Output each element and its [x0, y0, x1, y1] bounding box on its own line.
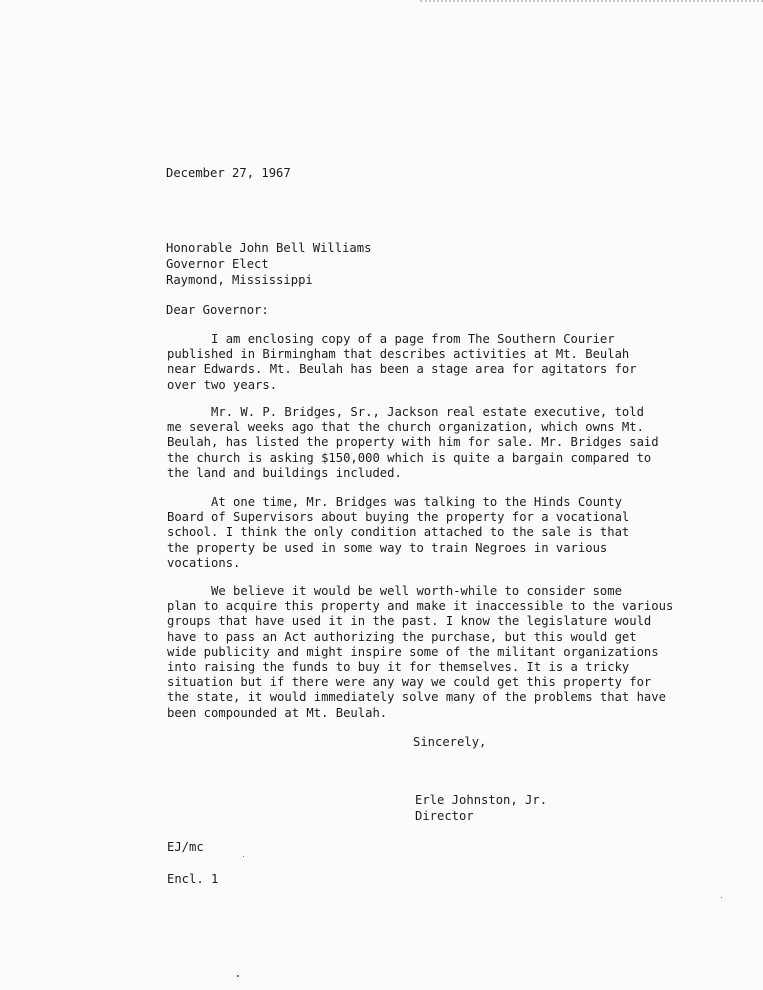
paragraph-line: wide publicity and might inspire some of the militant organizations	[167, 644, 659, 659]
scan-speck	[243, 856, 244, 857]
paragraph-2	[167, 405, 707, 481]
paragraph-line: I am enclosing copy of a page from The Southern Courier	[167, 332, 615, 346]
paragraph-line: school. I think the only condition attached to the sale is that	[167, 525, 630, 540]
scan-edge-mark	[420, 0, 763, 8]
paragraph-line: situation but if there were any way we could get this property for	[167, 675, 652, 690]
paragraph-line: published in Birmingham that describes activities at Mt. Beulah	[167, 347, 630, 362]
recipient-name: Honorable John Bell Williams	[166, 241, 372, 255]
salutation: Dear Governor:	[166, 303, 269, 317]
paragraph-line: At one time, Mr. Bridges was talking to the Hinds County	[167, 495, 622, 509]
paragraph-line: vocations.	[167, 555, 241, 570]
recipient-location: Raymond, Mississippi	[166, 273, 313, 287]
signer-name: Erle Johnston, Jr.	[415, 793, 548, 807]
paragraph-1	[167, 332, 707, 393]
reference-initials: EJ/mc	[167, 840, 204, 854]
paragraph-line: the property be used in some way to train Negroes in various	[167, 540, 608, 555]
recipient-address	[166, 241, 371, 289]
scan-speck	[721, 897, 722, 898]
paragraph-line: the state, it would immediately solve many of the problems that have	[167, 690, 666, 705]
paragraph-line: the land and buildings included.	[167, 465, 402, 480]
paragraph-line: We believe it would be well worth-while to consider some	[167, 584, 622, 598]
scan-speck	[237, 975, 239, 977]
signer-title: Director	[415, 809, 474, 823]
recipient-title: Governor Elect	[166, 257, 269, 271]
paragraph-3	[167, 495, 707, 571]
paragraph-line: Mr. W. P. Bridges, Sr., Jackson real estate executive, told	[167, 405, 644, 419]
letter-date: December 27, 1967	[166, 166, 291, 180]
paragraph-line: have to pass an Act authorizing the purchase, but this would get	[167, 629, 637, 644]
paragraph-line: been compounded at Mt. Beulah.	[167, 705, 388, 720]
paragraph-line: Beulah, has listed the property with him for sale. Mr. Bridges said	[167, 435, 659, 450]
paragraph-line: groups that have used it in the past. I know the legislature would	[167, 614, 652, 629]
paragraph-4	[167, 584, 707, 721]
enclosure-note: Encl. 1	[167, 872, 219, 886]
paragraph-line: me several weeks ago that the church organization, which owns Mt.	[167, 420, 644, 435]
complimentary-close: Sincerely,	[413, 735, 487, 749]
paragraph-line: near Edwards. Mt. Beulah has been a stage area for agitators for	[167, 362, 637, 377]
paragraph-line: over two years.	[167, 377, 278, 392]
paragraph-line: the church is asking $150,000 which is quite a bargain compared to	[167, 450, 652, 465]
paragraph-line: plan to acquire this property and make it inaccessible to the various	[167, 599, 674, 614]
paragraph-line: into raising the funds to buy it for themselves. It is a tricky	[167, 659, 630, 674]
paragraph-line: Board of Supervisors about buying the property for a vocational	[167, 510, 630, 525]
